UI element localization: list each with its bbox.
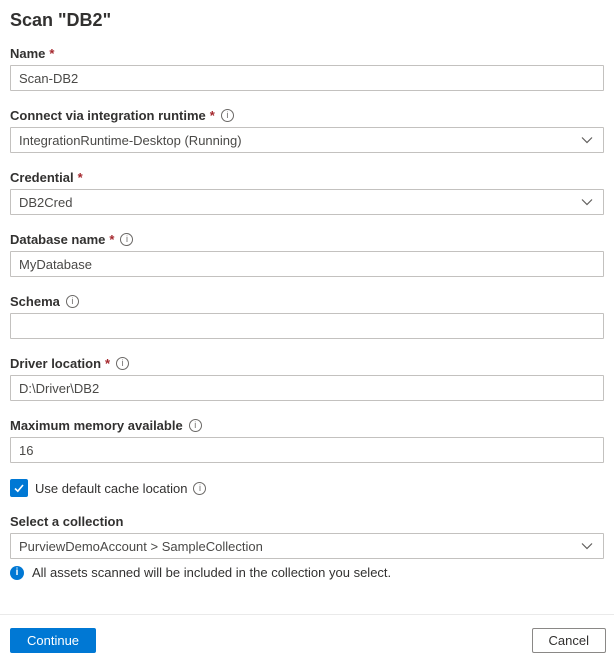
cache-location-row	[10, 479, 604, 497]
field-database-name	[10, 231, 604, 277]
credential-label-text: Credential	[10, 169, 74, 185]
name-input[interactable]	[10, 65, 604, 91]
field-credential	[10, 169, 604, 215]
integration-runtime-label	[10, 107, 604, 123]
chevron-down-icon	[581, 198, 593, 206]
info-icon[interactable]: i	[189, 419, 202, 432]
collection-value: PurviewDemoAccount > SampleCollection	[19, 538, 263, 554]
use-default-cache-checkbox[interactable]	[10, 479, 28, 497]
collection-label	[10, 513, 604, 529]
max-memory-input[interactable]	[10, 437, 604, 463]
cache-location-label-text: Use default cache location	[35, 480, 188, 496]
footer	[0, 614, 614, 666]
required-asterisk: *	[209, 107, 215, 123]
required-asterisk: *	[49, 45, 55, 61]
credential-dropdown[interactable]	[10, 189, 604, 215]
schema-input[interactable]	[10, 313, 604, 339]
field-driver-location	[10, 355, 604, 401]
required-asterisk: *	[109, 231, 115, 247]
field-max-memory	[10, 417, 604, 463]
field-collection	[10, 513, 604, 580]
max-memory-label	[10, 417, 604, 433]
schema-label	[10, 293, 604, 309]
cache-location-label	[35, 481, 206, 496]
info-filled-icon: i	[10, 566, 24, 580]
collection-note-text: All assets scanned will be included in the collection you select.	[32, 565, 392, 580]
chevron-down-icon	[581, 542, 593, 550]
driver-location-input[interactable]	[10, 375, 604, 401]
database-name-input[interactable]	[10, 251, 604, 277]
cancel-button[interactable]: Cancel	[532, 628, 606, 653]
integration-runtime-label-text: Connect via integration runtime	[10, 107, 206, 123]
info-icon[interactable]: i	[193, 482, 206, 495]
info-icon[interactable]: i	[221, 109, 234, 122]
page-title: Scan "DB2"	[10, 10, 112, 30]
driver-location-label	[10, 355, 604, 371]
info-icon[interactable]: i	[116, 357, 129, 370]
name-label	[10, 45, 604, 61]
required-asterisk: *	[105, 355, 111, 371]
continue-button[interactable]: Continue	[10, 628, 96, 653]
integration-runtime-dropdown[interactable]	[10, 127, 604, 153]
chevron-down-icon	[581, 136, 593, 144]
integration-runtime-value: IntegrationRuntime-Desktop (Running)	[19, 132, 242, 148]
collection-dropdown[interactable]	[10, 533, 604, 559]
field-schema	[10, 293, 604, 339]
database-name-label-text: Database name	[10, 231, 106, 247]
field-name	[10, 45, 604, 91]
field-integration-runtime	[10, 107, 604, 153]
info-icon[interactable]: i	[120, 233, 133, 246]
credential-label	[10, 169, 604, 185]
collection-label-text: Select a collection	[10, 513, 124, 529]
schema-label-text: Schema	[10, 293, 60, 309]
info-icon[interactable]: i	[66, 295, 79, 308]
collection-note	[10, 565, 604, 580]
required-asterisk: *	[77, 169, 83, 185]
check-icon	[13, 482, 25, 494]
credential-value: DB2Cred	[19, 194, 73, 210]
name-label-text: Name	[10, 45, 46, 61]
database-name-label	[10, 231, 604, 247]
driver-location-label-text: Driver location	[10, 355, 102, 371]
max-memory-label-text: Maximum memory available	[10, 417, 183, 433]
